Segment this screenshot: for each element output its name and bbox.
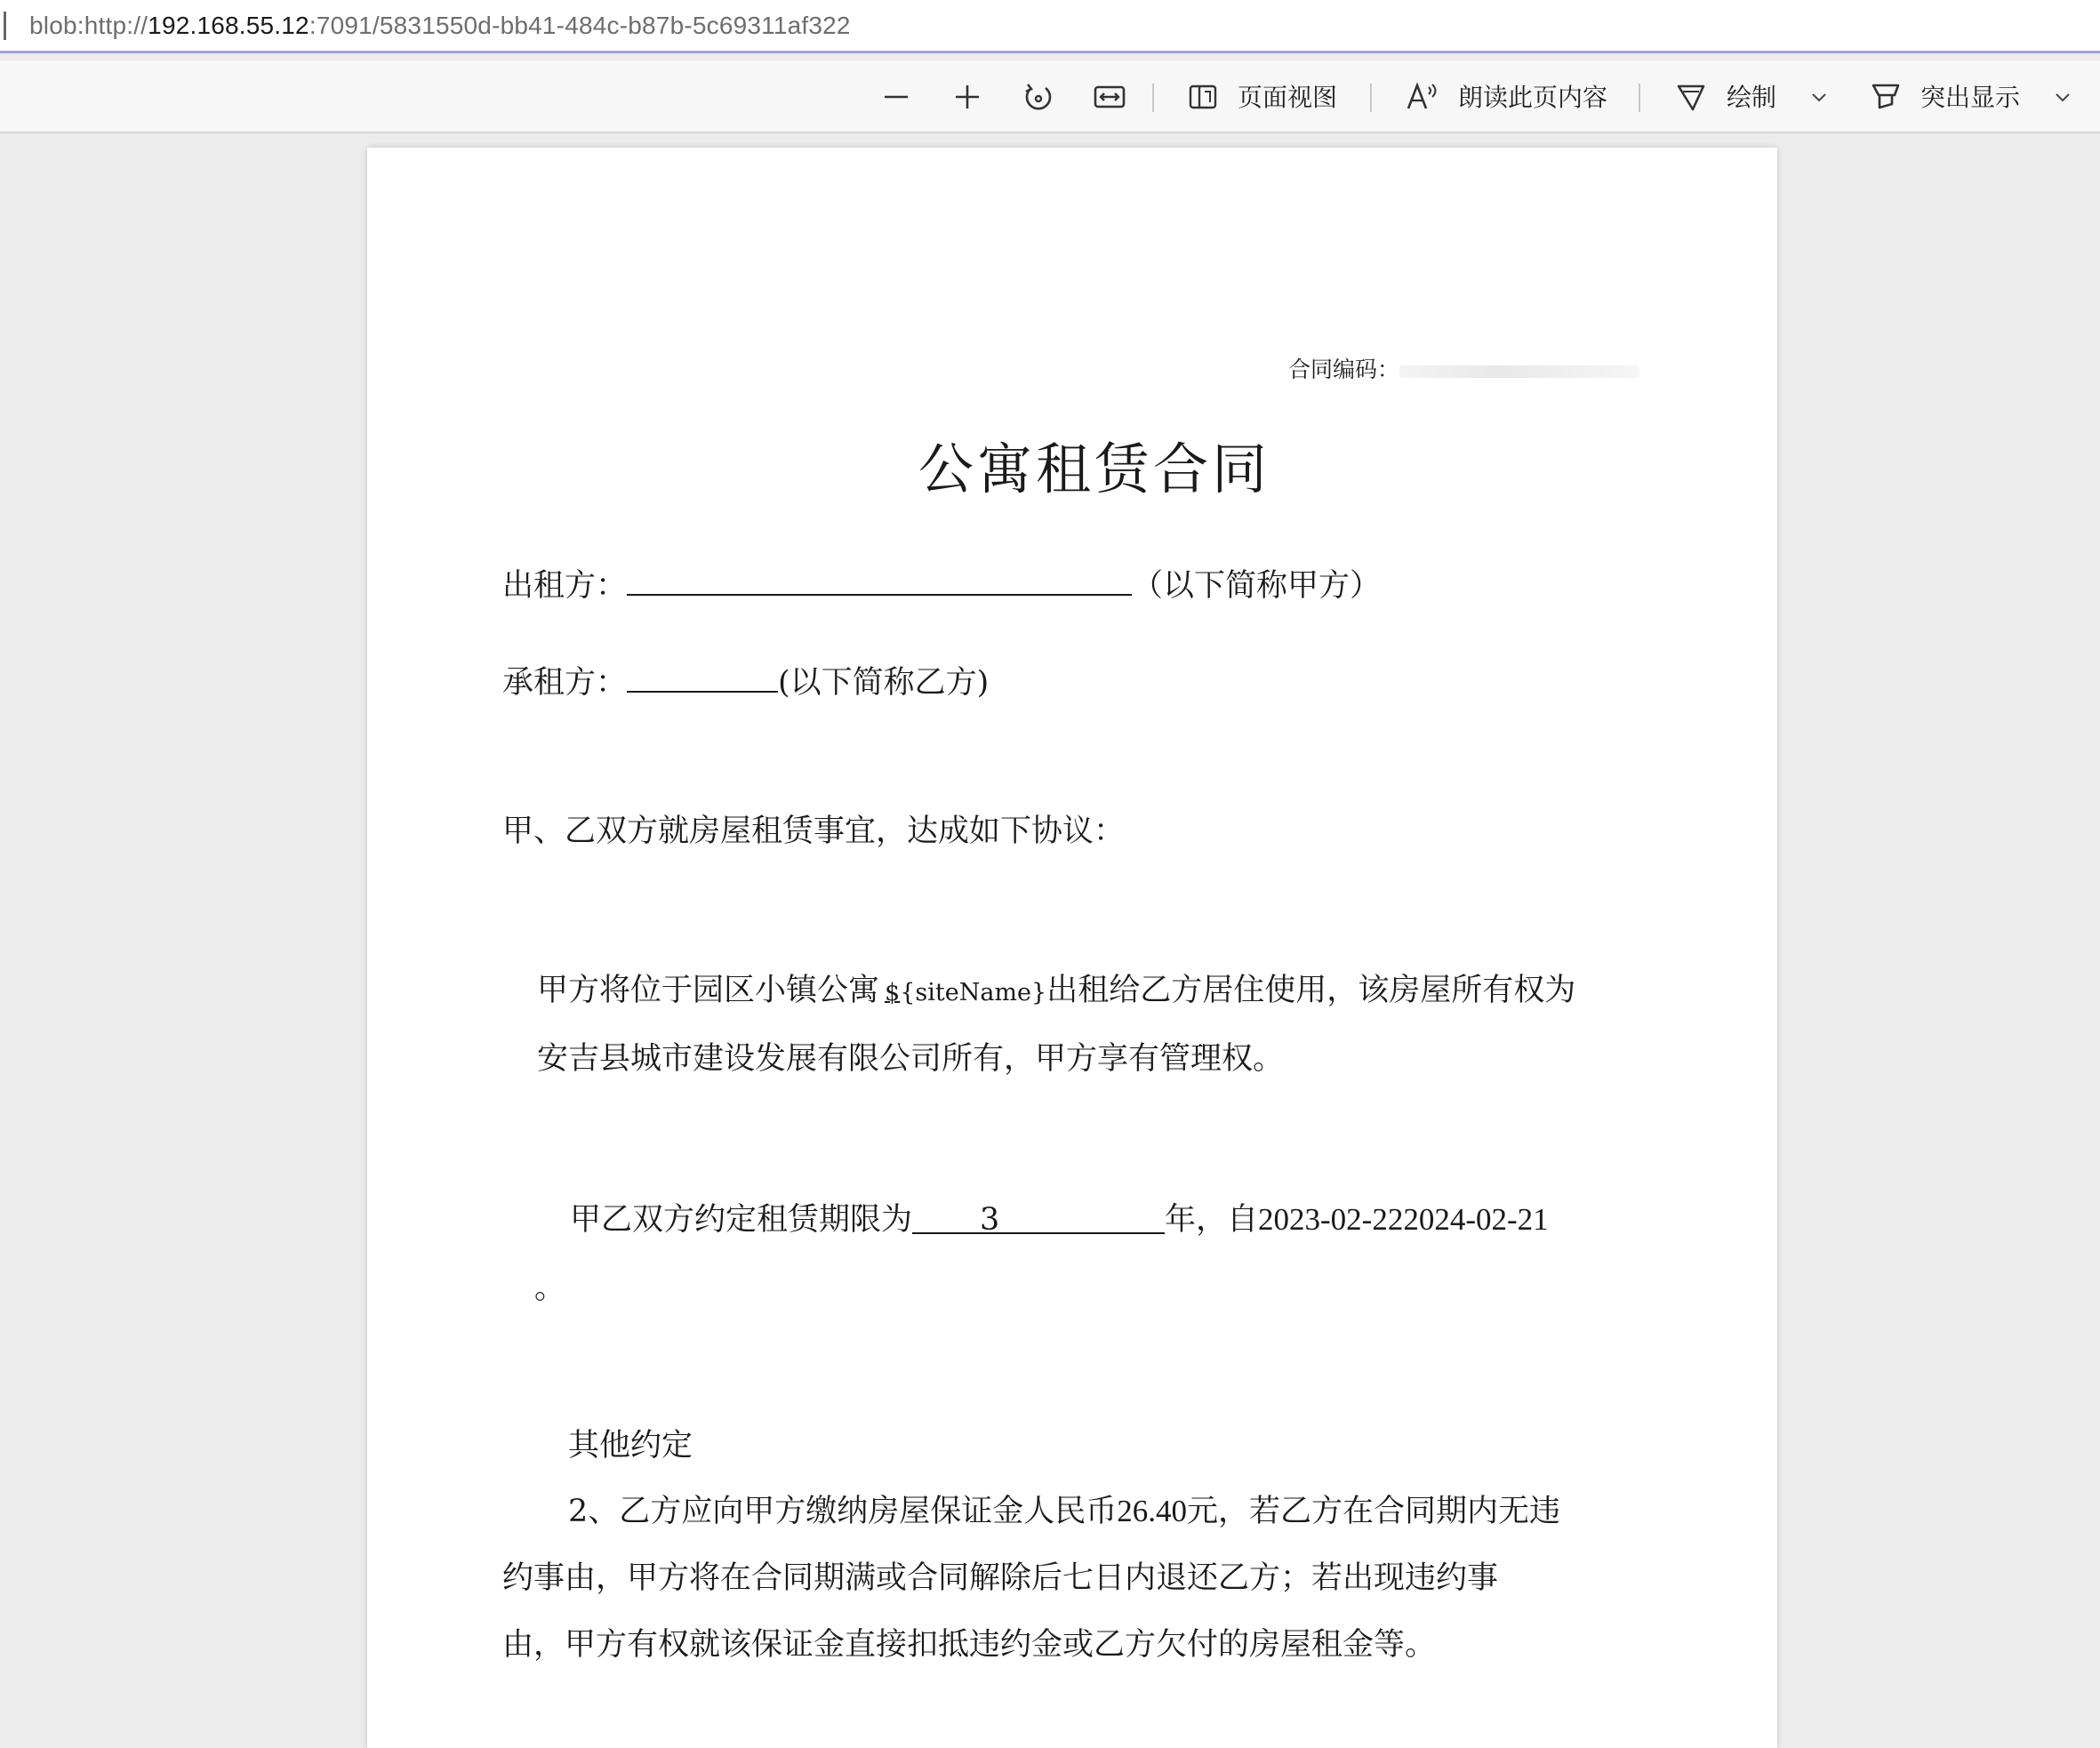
document-title: 公寓租赁合同: [918, 437, 1271, 501]
url-scheme: blob:http://: [29, 11, 148, 39]
lease-term-end: 。: [534, 1271, 566, 1306]
lessor-blank: [627, 565, 1132, 596]
deposit-paragraph-line-3: 由，甲方有权就该保证金直接扣抵违约金或乙方欠付的房屋租金等。: [502, 1627, 1437, 1663]
highlight-icon-wrap[interactable]: [1865, 76, 1906, 117]
highlight-dropdown[interactable]: [2045, 80, 2080, 116]
zoom-in-button[interactable]: [947, 76, 988, 117]
property-text-b: 出租给乙方居住使用，该房屋所有权为: [1046, 973, 1576, 1008]
url-text[interactable]: [29, 12, 851, 40]
draw-button[interactable]: 绘制: [1727, 83, 1777, 112]
lessor-line: [502, 561, 1381, 605]
property-paragraph-line-2: 安吉县城市建设发展有限公司所有，甲方享有管理权。: [537, 1041, 1285, 1077]
redacted-contract-number: [1399, 365, 1639, 378]
deposit-text-b: 元，若乙方在合同期内无违: [1187, 1494, 1561, 1529]
zoom-out-button[interactable]: [876, 76, 917, 117]
address-bar[interactable]: [0, 0, 2100, 53]
page-view-icon: [1187, 83, 1219, 111]
lessor-suffix: （以下简称甲方）: [1132, 568, 1382, 604]
lessee-label: 承租方：: [502, 665, 628, 701]
property-text-a: 甲方将位于园区小镇公寓: [537, 973, 880, 1008]
read-aloud-button[interactable]: 朗读此页内容: [1458, 83, 1608, 112]
toolbar-divider: [1370, 84, 1372, 112]
lease-term-line: [570, 1195, 1549, 1239]
contract-number-line: [1288, 352, 1639, 384]
deposit-amount: 26.40: [1117, 1494, 1188, 1528]
deposit-text-a: 2、乙方应向甲方缴纳房屋保证金人民币: [568, 1494, 1118, 1529]
read-aloud-icon: [1406, 82, 1439, 112]
other-terms-heading: 其他约定: [568, 1428, 693, 1463]
minus-icon: [882, 83, 910, 111]
fit-width-button[interactable]: [1089, 76, 1130, 117]
deposit-paragraph-line-1: [568, 1487, 1560, 1531]
url-path: :7091/5831550d-bb41-484c-b87b-5c69311af322: [309, 11, 851, 39]
lease-years-field: [912, 1202, 1165, 1238]
page-view-icon-wrap[interactable]: [1182, 76, 1223, 117]
lease-dates: 2023-02-222024-02-21: [1258, 1202, 1549, 1237]
toolbar-divider: [1152, 84, 1154, 112]
lessee-blank: [627, 662, 778, 693]
lessee-line: [502, 658, 989, 702]
rotate-icon: [1022, 81, 1054, 113]
agreement-intro: 甲、乙双方就房屋租赁事宜，达成如下协议：: [502, 814, 1126, 849]
pdf-page: [367, 148, 1777, 1748]
site-name-placeholder: {siteName}: [900, 979, 1047, 1006]
contract-number-label: 合同编码：: [1288, 357, 1400, 382]
rotate-button[interactable]: [1018, 76, 1059, 117]
page-view-button[interactable]: 页面视图: [1238, 83, 1338, 112]
draw-dropdown[interactable]: [1801, 80, 1837, 116]
highlight-button[interactable]: 突出显示: [1920, 83, 2021, 112]
property-paragraph-line-1: [537, 966, 1575, 1010]
draw-icon: [1675, 81, 1707, 113]
plus-icon: [953, 83, 982, 111]
lessor-label: 出租方：: [502, 568, 628, 604]
fit-width-icon: [1094, 83, 1126, 111]
read-aloud-icon-wrap[interactable]: [1402, 76, 1443, 117]
toolbar-divider: [1639, 84, 1640, 112]
placeholder-dollar: $: [885, 979, 901, 1006]
pdf-toolbar: [0, 60, 2100, 133]
lease-term-text-a: 甲乙双方约定租赁期限为: [570, 1202, 913, 1238]
lessee-suffix: (以下简称乙方): [778, 665, 990, 701]
chevron-down-icon: [2054, 92, 2072, 103]
text-caret: [4, 12, 6, 40]
highlighter-icon: [1870, 81, 1902, 113]
deposit-paragraph-line-2: 约事由，甲方将在合同期满或合同解除后七日内退还乙方；若出现违约事: [502, 1560, 1499, 1596]
lease-years-value: 3: [980, 1202, 1000, 1238]
chevron-down-icon: [1810, 92, 1828, 103]
draw-icon-wrap[interactable]: [1671, 76, 1711, 117]
lease-term-text-b: 年，自: [1165, 1202, 1259, 1238]
url-host: 192.168.55.12: [148, 11, 309, 39]
